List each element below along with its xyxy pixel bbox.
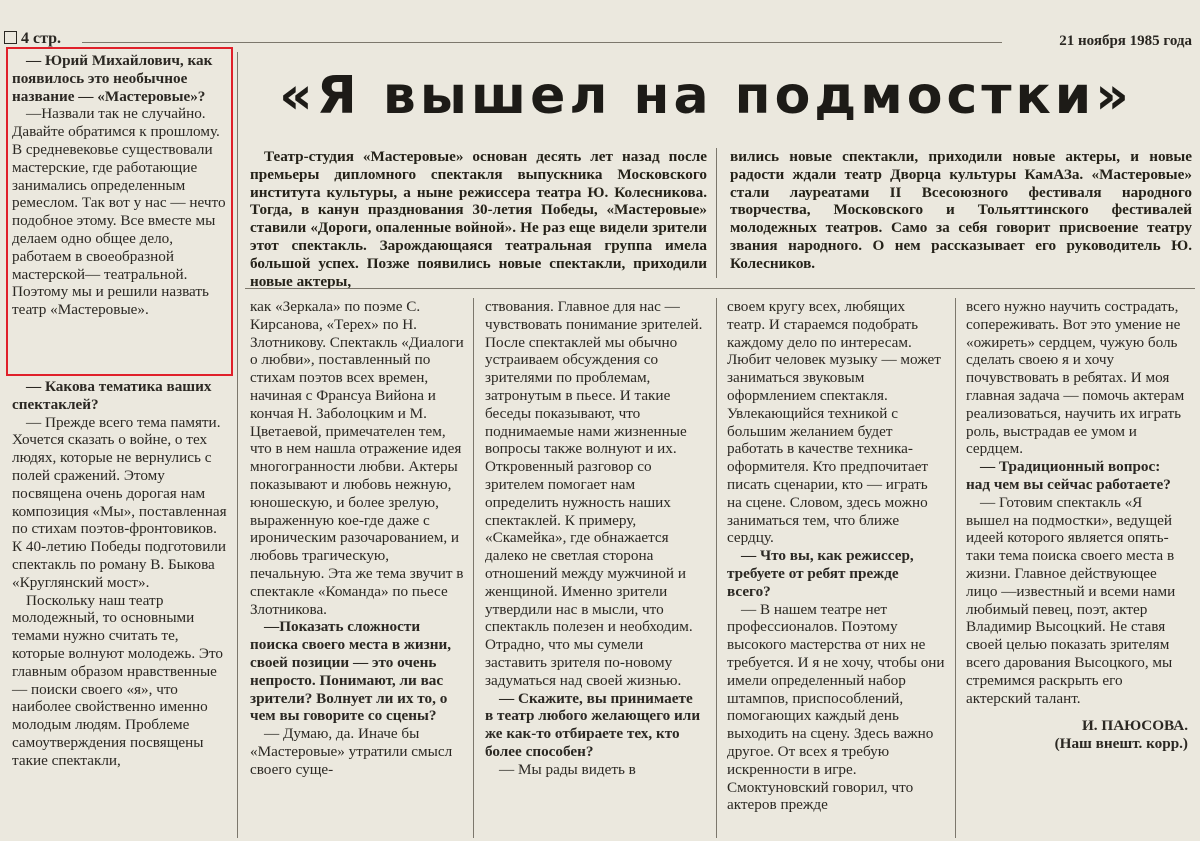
lead-left bbox=[250, 148, 707, 290]
lead-rule bbox=[716, 148, 717, 278]
col4-a: — В нашем театре нет профессионалов. Поэтому высокого мастерства от них не требуется. И я не хочу, чтобы они имели определенный набор штампов, приспособлений, помогающих каждый день выходить на сцену. Здесь важно другое. От всех я требую искренности в игре. Смоктуновский говорил, что актеров прежде bbox=[727, 600, 945, 814]
question-2: — Какова тематика ваших спектаклей? bbox=[12, 378, 212, 413]
article-title: «Я вышел на подмостки» bbox=[279, 66, 1133, 126]
col5-a: — Готовим спектакль «Я вышел на подмостки», ведущей идеей которого является опять-таки тема поиска своего места в жизни. Главное действующее лицо —известный и всеми нами любимый певец, поэт, актер Владимир Высоцкий. Не ставя своей целью показать зрителям всего дарования Высоцкого, мы стремимся раскрыть его актерский талант. bbox=[966, 493, 1176, 707]
issue-date: 21 ноября 1985 года bbox=[1059, 33, 1192, 49]
col2-q: —Показать сложности поиска своего места в жизни, своей позиции — это очень непросто. Понимают, ли вас зрители? Волнует ли их то, о чем вы говорите со сцены? bbox=[250, 618, 452, 725]
lead-right-text: вились новые спектакли, приходили новые актеры, и новые радости ждали театр Дворца культуры КамАЗа. «Мастеровые» стали лауреатами II Всесоюзного фестиваля народного творчества, Московского и Тольяттинского фестивалей молодежных театров. Само за себя говорит присвоение театру звания народного. О нем рассказывает его руководитель Ю. Колесников. bbox=[730, 148, 1192, 272]
author-role: (Наш внешт. корр.) bbox=[1054, 735, 1188, 753]
col2-p1: как «Зеркала» по поэме С. Кирсанова, «Терех» по Н. Злотникову. Спектакль «Диалоги о любви», поставленный по стихам поэтов всех времен, начиная с Франсуа Вийона и кончая Н. Заболоцким и М. Цветаевой, примечателен тем, что в нем нашла отражение идея многогранности любви. Актеры показывают и любовь нежную, юношескую, и более зрелую, выраженную кое-где даже с ироническим разочарованием, и любовь трагическую, печальную. Эта же тема звучит в спектакле «Команда» по пьесе Злотникова. bbox=[250, 298, 464, 618]
column-rule-4 bbox=[955, 298, 956, 838]
page-number-text: 4 стр. bbox=[21, 30, 62, 47]
page-number bbox=[4, 30, 61, 48]
column-5 bbox=[966, 298, 1188, 753]
col5-p1: всего нужно научить сострадать, сопереживать. Вот это умение не «ожиреть» сердцем, чужую боль сделать своею я и хочу почувствовать в ребятах. И моя главная задача — помочь актерам реализоваться, научить их играть роль, выстрадав ее умом и сердцем. bbox=[966, 298, 1185, 458]
author-name: И. ПАЮСОВА. bbox=[1081, 717, 1188, 735]
column-rule-2 bbox=[473, 298, 474, 838]
answer-2: — Прежде всего тема памяти. Хочется сказать о войне, о тех людях, которые не вернулись с полей сражений. Этому посвящена очень дорогая нам композиция «Мы», поставленная по стихам поэтов-фронтовиков. К 40-летию Победы подготовили спектакль по роману В. Быкова «Круглянский мост». bbox=[12, 413, 227, 591]
lead-right bbox=[730, 148, 1192, 273]
column-4 bbox=[727, 298, 945, 814]
lead-bottom-rule bbox=[245, 288, 1195, 289]
col4-q: — Что вы, как режиссер, требуете от ребят прежде всего? bbox=[727, 547, 914, 600]
column-3 bbox=[485, 298, 703, 779]
page-header bbox=[0, 28, 1200, 48]
lead-left-text: Театр-студия «Мастеровые» основан десять лет назад после премьеры дипломного спектакля выпускника Московского института культуры, а ныне режиссера театра Ю. Колесникова. Тогда, в канун празднования 30-летия Победы, «Мастеровые» ставили «Дороги, опаленные войной». Не раз еще видели зрители этот спектакль. Зарождающаяся театральная группа имела большой успех. Позже появились новые спектакли, приходили новые актеры, bbox=[250, 148, 707, 290]
col3-p1: ствования. Главное для нас — чувствовать понимание зрителей. После спектаклей мы обычно устраиваем обсуждения со зрителями по проблемам, затронутым в пьесе. И такие беседы показывают, что поднимаемые нами жизненные вопросы также волнуют и их. Откровенный разговор со зрителем помогает нам определить нужность наших спектаклей. К примеру, «Скамейка», где обнажается далеко не светлая сторона отношений между мужчиной и женщиной. Именно зрители утвердили нас в мысли, что спектакль полезен и необходим. Отрадно, что мы сумели заставить зрителя по-новому задуматься над своей жизнью. bbox=[485, 298, 703, 689]
column-rule-1 bbox=[237, 52, 238, 838]
col2-a: — Думаю, да. Иначе бы «Мастеровые» утратили смысл своего суще- bbox=[250, 725, 453, 778]
col3-q: — Скажите, вы принимаете в театр любого желающего или же как-то отбираете тех, кто более способен? bbox=[485, 689, 701, 760]
highlight-box bbox=[6, 47, 233, 376]
col3-a: — Мы рады видеть в bbox=[499, 760, 636, 778]
column-rule-3 bbox=[716, 298, 717, 838]
paragraph-3: Поскольку наш театр молодежный, то основными темами нужно считать те, которые волнуют молодежь. Это главным образом нравственные — поиски своего «я», что наиболее свойственно именно молодым людям. Проблеме самоутверждения посвящены такие спектакли, bbox=[12, 591, 223, 769]
column-1-lower bbox=[12, 378, 227, 770]
answer-1: —Назвали так не случайно. Давайте обратимся к прошлому. В средневековье существовали мастерские, где работающие занимались определенным ремеслом. Так вот у нас — нечто подобное этому. Все вместе мы делаем одно общее дело, работаем в своеобразной мастерской— театральной. Поэтому мы и решили назвать театр «Мастеровые». bbox=[12, 105, 226, 319]
question-1: — Юрий Михайлович, как появилось это необычное название — «Мастеровые»? bbox=[12, 52, 213, 105]
col4-p1: своем кругу всех, любящих театр. И стараемся подобрать каждому дело по интересам. Любит человек музыку — может заниматься звуковым оформлением спектакля. Увлекающийся техникой с большим желанием будет работать в качестве техника-оформителя. Кто предпочитает писать сценарии, кто — играть на сцене. Словом, здесь можно заниматься тем, что ближе сердцу. bbox=[727, 298, 941, 547]
header-rule bbox=[82, 42, 1002, 43]
square-icon bbox=[4, 31, 17, 44]
col5-q: — Традиционный вопрос: над чем вы сейчас работаете? bbox=[966, 458, 1171, 493]
column-2 bbox=[250, 298, 465, 779]
